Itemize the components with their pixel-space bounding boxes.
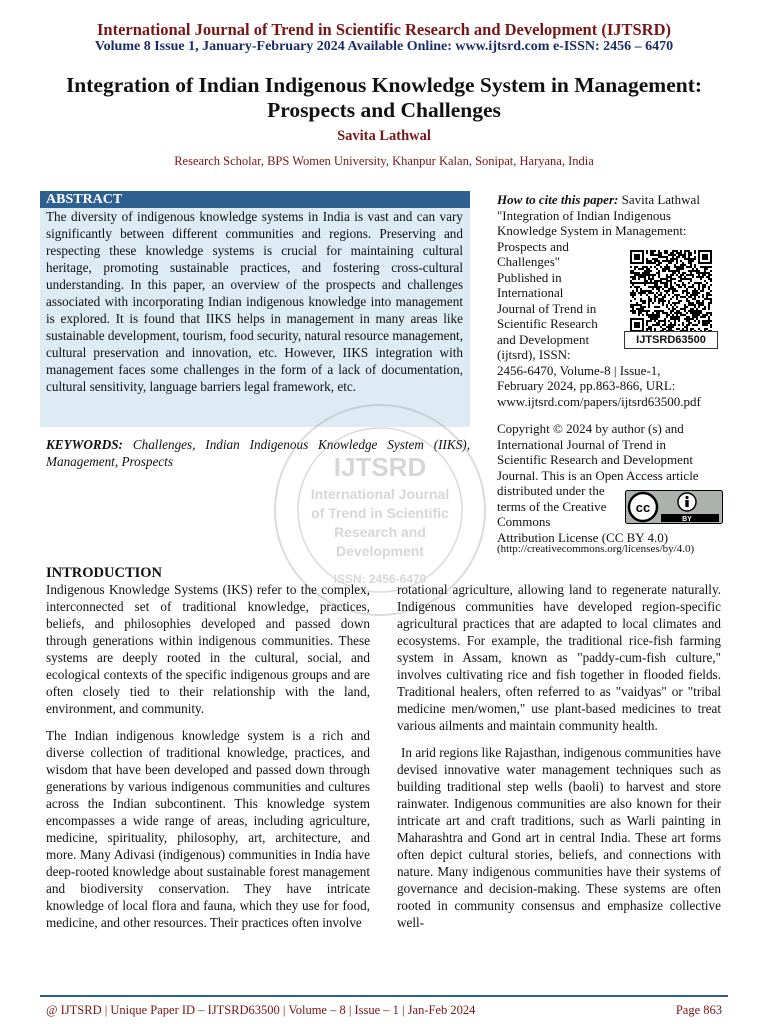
copyright-line: Attribution License (CC BY 4.0) [497,529,669,545]
citation-line: Prospects and [497,238,569,254]
cc-by-label: BY [682,516,692,523]
license-url[interactable]: (http://creativecommons.org/licenses/by/4.0) [497,543,695,555]
body-paragraph: In arid regions like Rajasthan, indigenous communities have devised innovative water management techniques such as building traditional step wells (baoli) to harvest and store rainwater. Indigenous communities are also known for their intricate art and craft traditions, such as Warli painting in Maharashtra and Gond art in central India. These art forms often depict cultural stories, beliefs, and connections with nature. Many indigenous communities have their systems of governance and decision-making. These systems are often rooted in community consensus and emphasize collective well- [397,745,721,930]
citation-line: Journal of Trend in [497,300,597,316]
paper-id-label: IJTSRD63500 [624,331,718,349]
citation-line: Knowledge System in Management: [497,223,687,238]
body-paragraph: Indigenous Knowledge Systems (IKS) refer to the complex, interconnected set of traditional knowledge, practices, beliefs, and philosophies developed and passed down through generations within indigenous communities. These systems are deeply rooted in the cultural, social, and ecological contexts of the specific indigenous groups and are often closely tied to their relationship with the land, environment, and community. [46,582,370,716]
qr-code-icon[interactable] [630,250,712,332]
footer-rule [40,995,728,997]
citation-line: Challenges" [497,254,561,269]
body-column-left [46,581,370,941]
watermark-line: Research and [334,524,426,540]
paper-title: Integration of Indian Indigenous Knowledge System in Management: Prospects and Challenges [65,73,703,122]
citation-line: International [497,285,564,300]
watermark-line: IJTSRD [333,452,427,482]
watermark-line: of Trend in Scientific [311,505,449,521]
watermark-line: ISSN: 2456-6470 [333,572,427,586]
footer-text: @ IJTSRD | Unique Paper ID – IJTSRD63500 | Volume – 8 | Issue – 1 | Jan-Feb 2024 [46,1003,476,1017]
citation-line: Published in [497,269,562,285]
watermark-line: Development [336,543,424,559]
citation-line: February 2024, pp.863-866, URL: [497,378,676,393]
abstract-heading: ABSTRACT [40,191,470,208]
copyright-line: distributed under the [497,483,605,498]
keywords-label: KEYWORDS: [46,437,123,452]
cc-by-license-badge-icon[interactable] [625,490,723,524]
copyright-block [497,421,721,545]
citation-line: "Integration of Indian Indigenous [497,207,671,223]
citation-line: Scientific Research [497,316,598,331]
author-name: Savita Lathwal [337,128,431,144]
copyright-line: terms of the Creative [497,498,607,514]
author-affiliation: Research Scholar, BPS Women University, Khanpur Kalan, Sonipat, Haryana, India [174,154,594,168]
citation-line[interactable]: www.ijtsrd.com/papers/ijtsrd63500.pdf [497,393,701,409]
journal-issue-line: Volume 8 Issue 1, January-February 2024 Available Online: www.ijtsrd.com e-ISSN: 2456 – 6470 [94,39,674,54]
copyright-line: Commons [497,514,551,529]
citation-line: 2456-6470, Volume-8 | Issue-1, [497,362,661,378]
body-column-right [397,581,721,941]
body-paragraph: The Indian indigenous knowledge system is a rich and diverse collection of traditional knowledge, practices, and wisdom that have been developed and passed down through generations by various indigenous communities and cultures across the Indian subcontinent. This knowledge system encompasses a wide range of areas, including agriculture, medicine, spirituality, philosophy, art, architecture, and more. Many Adivasi (indigenous) communities in India have deep-rooted knowledge about sustainable forest management and biodiversity conservation. They have intricate knowledge of local flora and fauna, which they use for food, medicine, and other resources. Their practices often involve [46,728,370,930]
abstract-text: The diversity of indigenous knowledge systems in India is vast and can vary significantly between different communities and regions. Preserving and respecting these knowledge systems is crucial for maintaining cultural heritage, promoting sustainable practices, and fostering cross-cultural understanding. In this paper, an overview of the prospects and challenges associated with incorporating Indian indigenous knowledge into management is explored. It is found that IIKS helps in management in many areas like sustainable development, tourism, food security, natural resource management, cultural preservation and innovation, etc. However, IIKS integration with management faces some challenges in the form of a lack of documentation, cultural sensitivity, language barriers legal framework, etc. [46,209,463,394]
citation-line: and Development [497,331,590,347]
journal-title: International Journal of Trend in Scientific Research and Development (IJTSRD) [97,20,671,39]
copyright-line: Scientific Research and Development [497,452,694,467]
section-heading-introduction: INTRODUCTION [46,565,163,581]
citation-line: Savita Lathwal [621,192,700,207]
copyright-line: International Journal of Trend in [497,436,666,452]
svg-text:cc: cc [635,500,651,515]
citation-label: How to cite this paper: [497,192,619,207]
copyright-line: Copyright © 2024 by author (s) and [497,421,684,436]
page-number: Page 863 [675,1003,722,1017]
copyright-line: Journal. This is an Open Access article [497,467,699,483]
watermark-line: International Journal [310,486,450,502]
keywords-text: Challenges, Indian Indigenous Knowledge System (IIKS), Management, Prospects [46,437,470,469]
body-paragraph: rotational agriculture, allowing land to regenerate naturally. Indigenous communities have developed region-specific agricultural practices that are adapted to local climates and ecosystems. For example, the traditional rice-fish farming system in Assam, known as "paddy-cum-fish culture," involves cultivating rice and fish together in flooded fields. Traditional healers, often referred to as "vaidyas" or "tribal medicine men/women," use plant-based medicines to treat various ailments and maintain community health. [397,582,721,733]
citation-line: (ijtsrd), ISSN: [497,347,571,362]
